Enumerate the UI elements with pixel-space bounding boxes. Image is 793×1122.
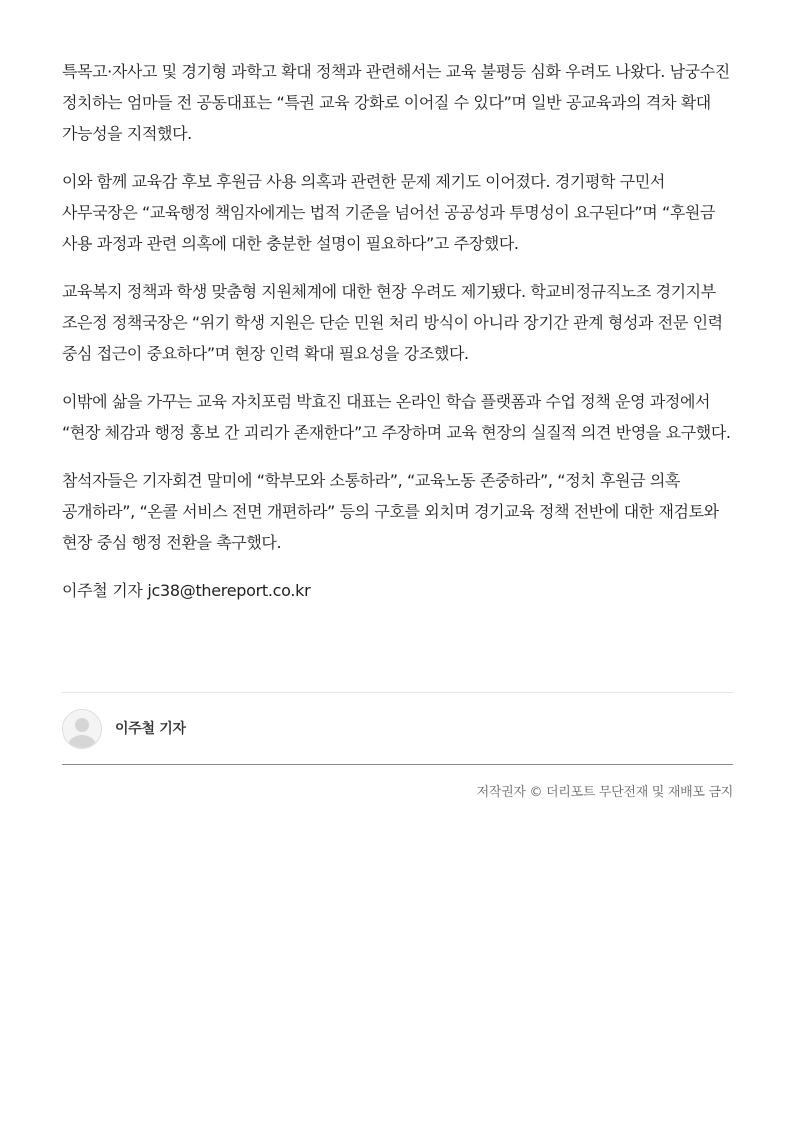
article-paragraph-1: 특목고·자사고 및 경기형 과학고 확대 정책과 관련해서는 교육 불평등 심화 우려도 나왔다. 남궁수진 정치하는 엄마들 전 공동대표는 “특권 교육 강화로 이어질 수 있다”며 일반 공교육과의 격차 확대 가능성을 지적했다. bbox=[62, 62, 730, 143]
author-avatar[interactable] bbox=[62, 709, 102, 749]
article-paragraph-3: 교육복지 정책과 학생 맞춤형 지원체계에 대한 현장 우려도 제기됐다. 학교비정규직노조 경기지부 조은정 정책국장은 “위기 학생 지원은 단순 민원 처리 방식이 아니라 장기간 관계 형성과 전문 인력 중심 접근이 중요하다”며 현장 인력 확대 필요성을 강조했다. bbox=[62, 282, 723, 363]
copyright-notice: 저작권자 © 더리포트 무단전재 및 재배포 금지 bbox=[476, 785, 733, 800]
author-name[interactable]: 이주철 기자 bbox=[115, 721, 186, 737]
user-silhouette-icon bbox=[63, 710, 101, 748]
author-box bbox=[62, 692, 733, 765]
article-body bbox=[62, 56, 734, 606]
article-byline: 이주철 기자 jc38@thereport.co.kr bbox=[62, 581, 311, 600]
article-paragraph-4: 이밖에 삶을 가꾸는 교육 자치포럼 박효진 대표는 온라인 학습 플랫폼과 수업 정책 운영 과정에서 “현장 체감과 행정 홍보 간 괴리가 존재한다”고 주장하며 교육 현장의 실질적 의견 반영을 요구했다. bbox=[62, 392, 731, 442]
article-paragraph-5: 참석자들은 기자회견 말미에 “학부모와 소통하라”, “교육노동 존중하라”, “정치 후원금 의혹 공개하라”, “온콜 서비스 전면 개편하라” 등의 구호를 외치며 경기교육 정책 전반에 대한 재검토와 현장 중심 행정 전환을 촉구했다. bbox=[62, 471, 719, 552]
article-paragraph-2: 이와 함께 교육감 후보 후원금 사용 의혹과 관련한 문제 제기도 이어졌다. 경기평학 구민서 사무국장은 “교육행정 책임자에게는 법적 기준을 넘어선 공공성과 투명성이 요구된다”며 “후원금 사용 과정과 관련 의혹에 대한 충분한 설명이 필요하다”고 주장했다. bbox=[62, 172, 716, 253]
